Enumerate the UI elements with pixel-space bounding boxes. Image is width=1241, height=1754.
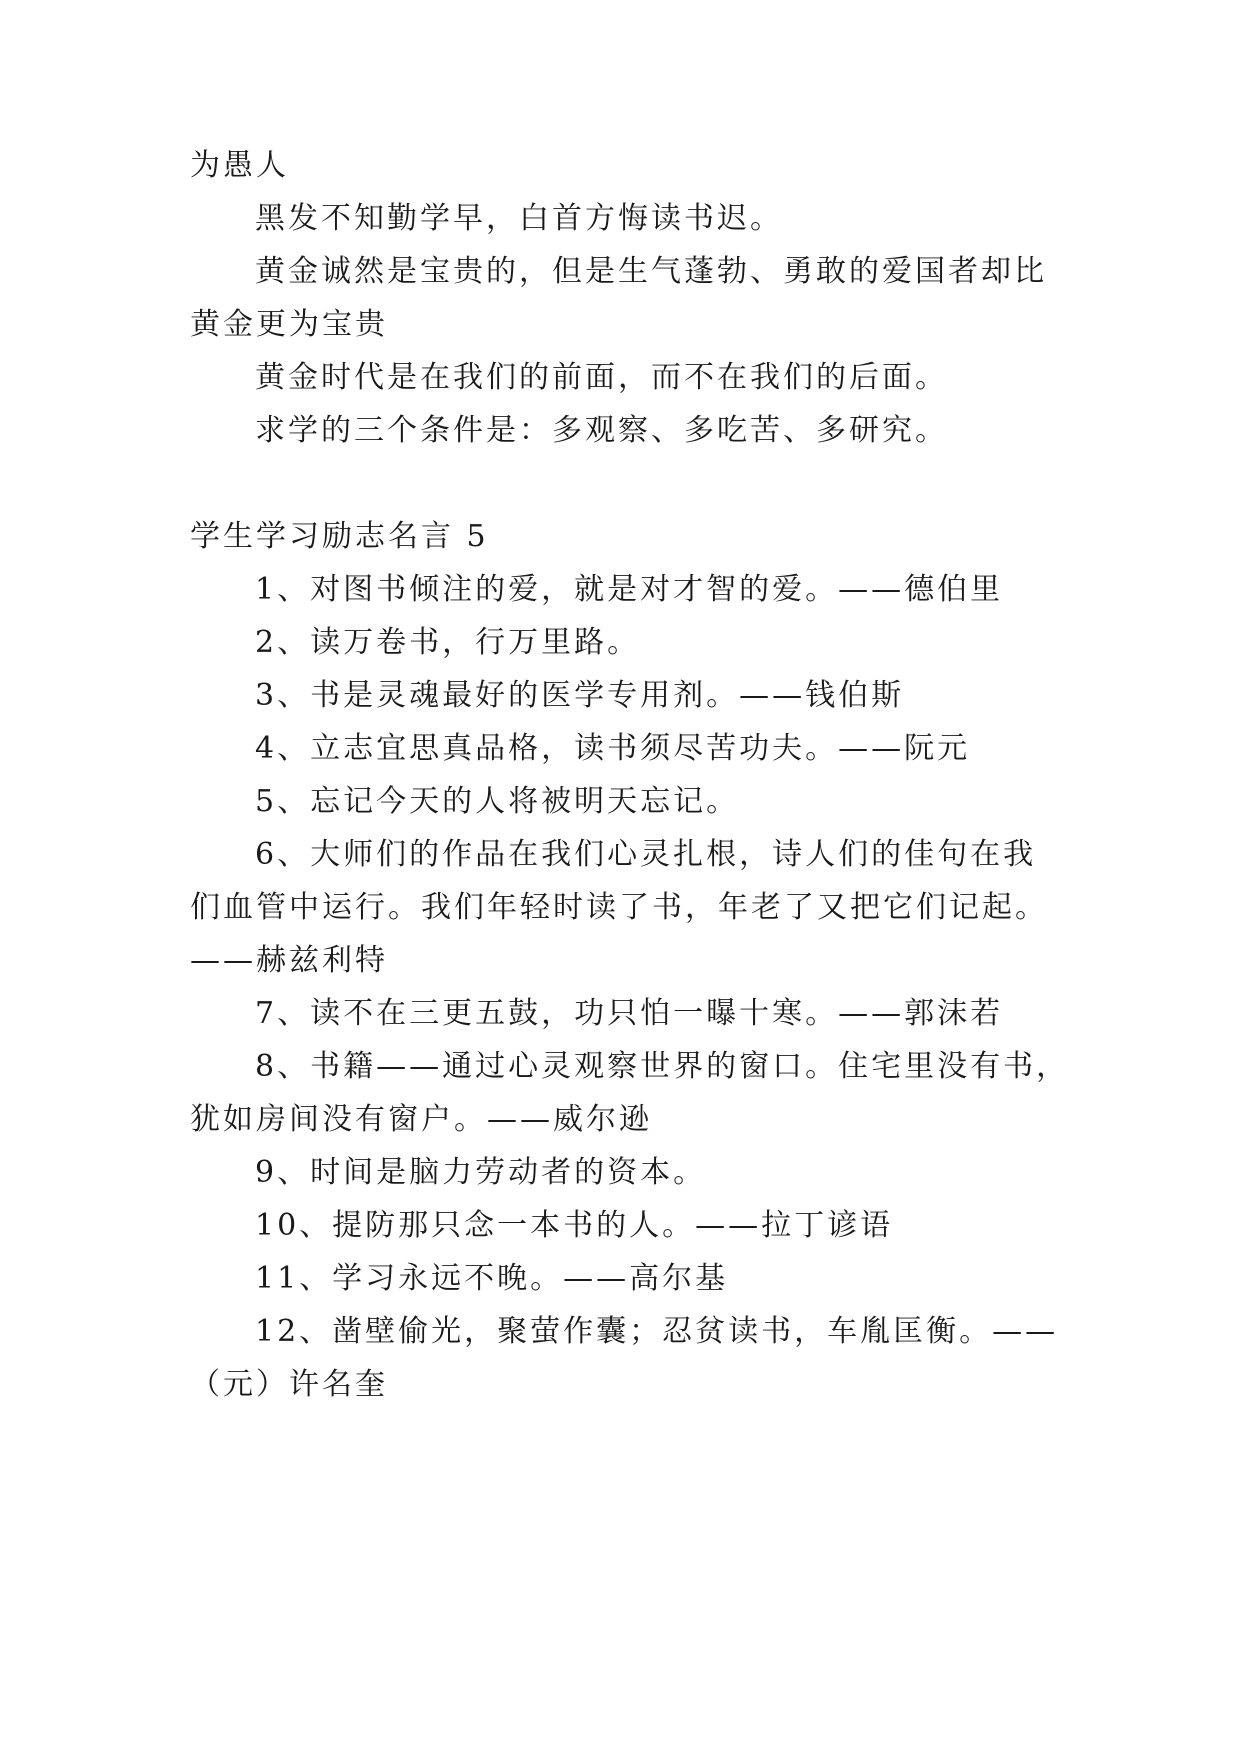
numbered-quote-continuation: 犹如房间没有窗户。——威尔逊 xyxy=(190,1102,652,1137)
numbered-quote: 7、读不在三更五鼓，功只怕一曝十寒。——郭沫若 xyxy=(255,996,1004,1031)
quote-line: 黑发不知勤学早，白首方悔读书迟。 xyxy=(255,201,783,236)
numbered-quote: 5、忘记今天的人将被明天忘记。 xyxy=(255,784,740,819)
text-line-continuation: 为愚人 xyxy=(190,148,289,183)
numbered-quote-attribution: ——赫兹利特 xyxy=(190,943,388,978)
section-heading: 学生学习励志名言 5 xyxy=(190,519,489,554)
numbered-quote: 9、时间是脑力劳动者的资本。 xyxy=(255,1155,707,1190)
numbered-quote: 3、书是灵魂最好的医学专用剂。——钱伯斯 xyxy=(255,678,905,713)
numbered-quote: 6、大师们的作品在我们心灵扎根，诗人们的佳句在我 xyxy=(255,837,1037,872)
numbered-quote: 11、学习永远不晚。——高尔基 xyxy=(255,1261,729,1296)
numbered-quote-attribution: （元）许名奎 xyxy=(190,1367,388,1402)
numbered-quote: 4、立志宜思真品格，读书须尽苦功夫。——阮元 xyxy=(255,731,971,766)
numbered-quote-continuation: 们血管中运行。我们年轻时读了书，年老了又把它们记起。 xyxy=(190,890,1048,925)
quote-line-continuation: 黄金更为宝贵 xyxy=(190,307,388,342)
numbered-quote: 12、凿壁偷光，聚萤作囊；忍贫读书，车胤匡衡。—— xyxy=(255,1314,1059,1349)
numbered-quote: 8、书籍——通过心灵观察世界的窗口。住宅里没有书， xyxy=(255,1049,1070,1084)
numbered-quote: 2、读万卷书，行万里路。 xyxy=(255,625,641,660)
quote-line: 求学的三个条件是：多观察、多吃苦、多研究。 xyxy=(255,413,948,448)
quote-line: 黄金时代是在我们的前面，而不在我们的后面。 xyxy=(255,360,948,395)
numbered-quote: 1、对图书倾注的爱，就是对才智的爱。——德伯里 xyxy=(255,572,1004,607)
numbered-quote: 10、提防那只念一本书的人。——拉丁谚语 xyxy=(255,1208,894,1243)
quote-line: 黄金诚然是宝贵的，但是生气蓬勃、勇敢的爱国者却比 xyxy=(255,254,1047,289)
